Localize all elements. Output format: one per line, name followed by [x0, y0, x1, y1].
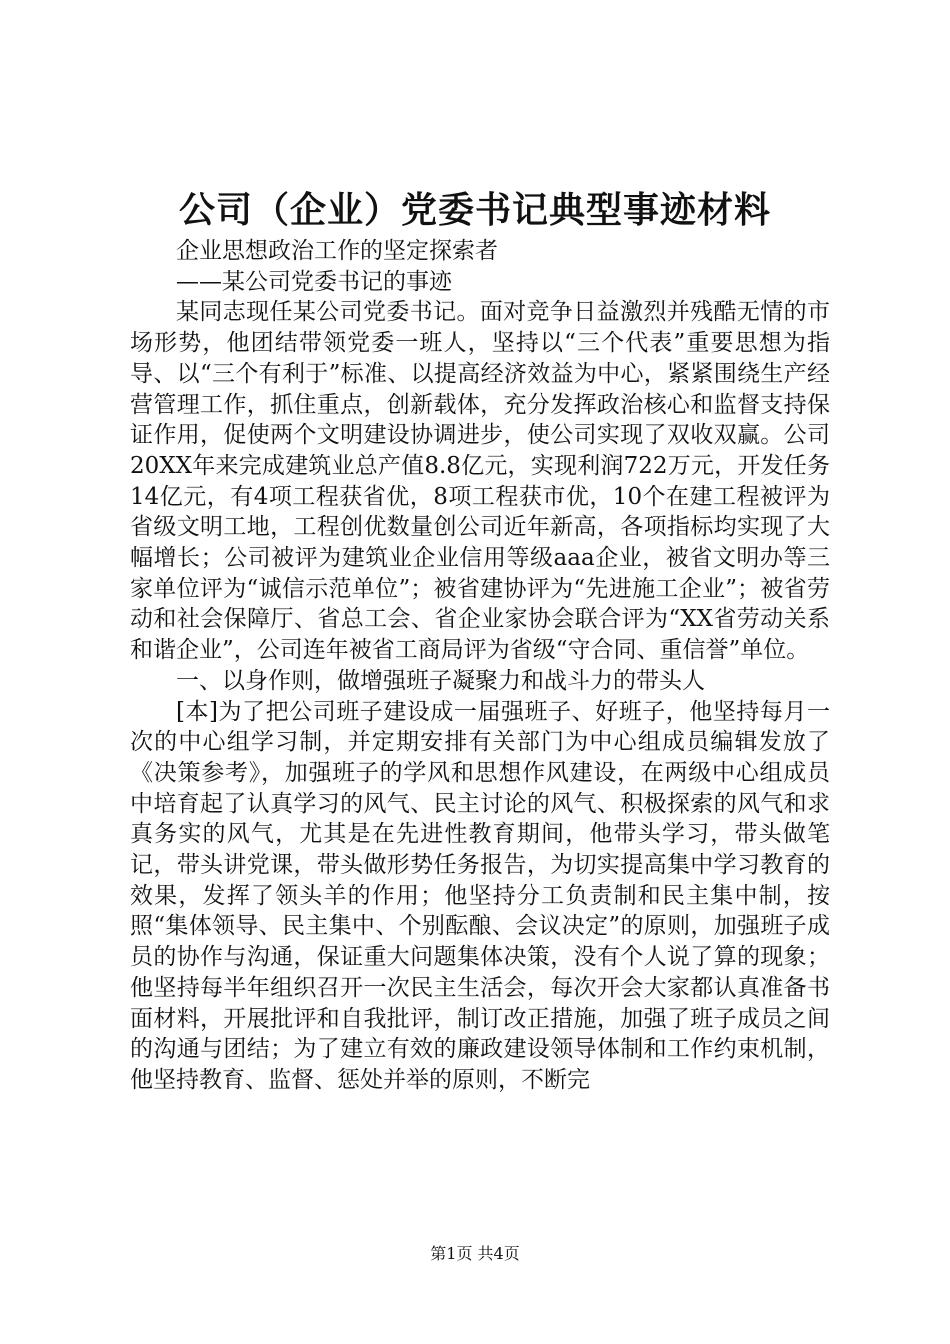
body-paragraph: 某同志现任某公司党委书记。面对竞争日益激烈并残酷无情的市场形势，他团结带领党委一班人，坚持以“三个代表”重要思想为指导、以“三个有利于”标准、以提高经济效益为中心，紧紧围绕生产经营管理工作，抓住重点，创新载体，充分发挥政治核心和监督支持保证作用，促使两个文明建设协调进步，使公司实现了双收双赢。公司20XX年来完成建筑业总产值8.8亿元，实现利润722万元，开发任务14亿元，有4项工程获省优，8项工程获市优，10个在建工程被评为省级文明工地，工程创优数量创公司近年新高，各项指标均实现了大幅增长；公司被评为建筑业企业信用等级aaa企业，被省文明办等三家单位评为“诚信示范单位”；被省建协评为“先进施工企业”；被省劳动和社会保障厅、省总工会、省企业家协会联合评为“XX省劳动关系和谐企业”，公司连年被省工商局评为省级“守合同、重信誉”单位。 [130, 299, 830, 664]
section-heading: 一、以身作则，做增强班子凝聚力和战斗力的带头人 [176, 667, 705, 694]
document-subtitle: 企业思想政治工作的坚定探索者 [176, 238, 498, 264]
body-paragraph: [本]为了把公司班子建设成一届强班子、好班子，他坚持每月一次的中心组学习制，并定期安排有关部门为中心组成员编辑发放了《决策参考》，加强班子的学风和思想作风建设，在两级中心组成员中培育起了认真学习的风气、民主讨论的风气、积极探索的风气和求真务实的风气，尤其是在先进性教育期间，他带头学习，带头做笔记，带头讲党课，带头做形势任务报告，为切实提高集中学习教育的效果，发挥了领头羊的作用；他坚持分工负责制和民主集中制，按照“集体领导、民主集中、个别酝酿、会议决定”的原则，加强班子成员的协作与沟通，保证重大问题集体决策，没有个人说了算的现象；他坚持每半年组织召开一次民主生活会，每次开会大家都认真准备书面材料，开展批评和自我批评，制订改正措施，加强了班子成员之间的沟通与团结；为了建立有效的廉政建设领导体制和工作约束机制，他坚持教育、监督、惩处并举的原则，不断完 [130, 698, 830, 1093]
document-body [130, 236, 830, 1096]
page-number-footer: 第1页 共4页 [430, 1244, 520, 1263]
document-title: 公司（企业）党委书记典型事迹材料 [178, 189, 771, 231]
document-byline: ——某公司党委书记的事迹 [176, 268, 452, 295]
